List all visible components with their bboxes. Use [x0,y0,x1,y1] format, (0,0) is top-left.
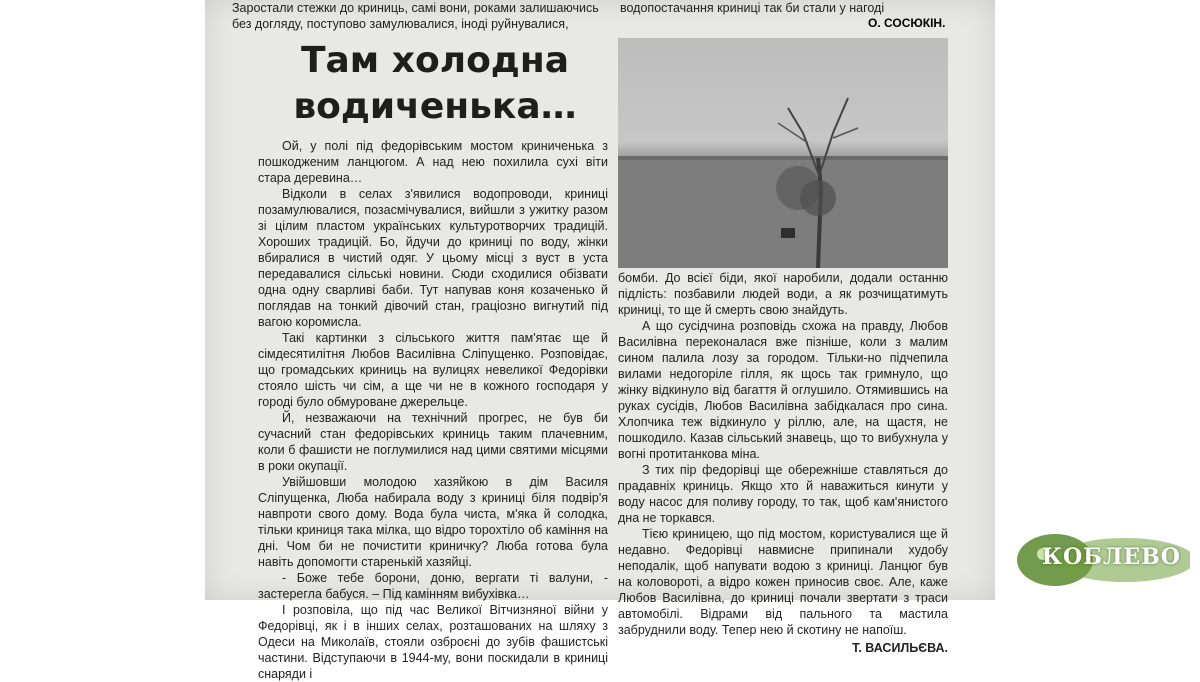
left-paragraph-7: І розповіла, що під час Великої Вітчизняної війни у Федорівці, як і в інших селах, розташованих на шляху з Одеси на Миколаїв, стояли озброєні до зубів фашистські частини. Відступаючи в 1944-му, вони поскидали в криниці снаряди і [258,603,608,681]
logo-text: КОБЛЕВО [1042,544,1181,570]
right-paragraph-2: А що сусідчина розповідь схожа на правду, Любов Василівна переконалася вже пізніше, коли з малим сином палила лозу за городом. Тільки-но підчепила вилами недогоріле гілля, як щось так гримнуло, що жінку відкинуло від багаття й оглушило. Отямившись на руках сусідів, Любов Василівна забідкалася про сина. Хлопчика теж відкинуло у ріллю, але, на щастя, не пошкодило. Казав сільський знавець, що то вибухнула у вогні протитанкова міна. [618,319,948,461]
top-left-snippet: Заростали стежки до криниць, самі вони, роками залишаючись без догляду, поступово замулювалися, іноді руйнувалися, [232,1,599,31]
field-tree-photo [618,38,948,268]
left-column [258,138,608,682]
left-paragraph-2: Відколи в селах з'явилися водопроводи, криниці позамулювалися, позасмічувалися, вийшли з ужитку разом зі цілим пластом українських культуротворчих традицій. Хороших традицій. Бо, йдучи до криниці по воду, жінки вбиралися в чистий одяг. У цьому місці з вуст в уста передавалися сільські новини. Сюди сходилися обізвати одна одну сварливі баби. Тут напував коня козаченько й поглядав на тонкий дівочий стан, граціозно вигнутий під вагою коромисла. [258,187,608,329]
right-author: Т. ВАСИЛЬЄВА. [852,641,948,655]
right-column [618,270,948,656]
right-paragraph-3: З тих пір федорівці ще обережніше ставляться до прадавніх криниць. Якщо хто й наважиться кинути у воду насос для поливу городу, то так, щоб кам'янистого дна не торкався. [618,463,948,525]
right-paragraph-4: Тією криницею, що під мостом, користувалися ще й недавно. Федорівці навмисне припинали худобу неподалік, щоб напувати водою з криниці. Ланцюг був на коловороті, а відро кожен приносив своє. Але, каже Любов Василівна, до криниці почали звертати з траси автомобілі. Відрами від пального та мастила забруднили воду. Тепер нею й скотину не напоїш. [618,527,948,637]
left-paragraph-3: Такі картинки з сільського життя пам'ятає ще й сімдесятилітня Любов Василівна Сліпущенко. Розповідає, що громадських криниць на вулицях невеликої Федорівки стояло шість чи сім, а ще чи не в кожного господаря у городі було обмуроване джерельце. [258,331,608,409]
headline: Там холодна водиченька… [293,40,577,127]
left-paragraph-4: Й, незважаючи на технічний прогрес, не був би сучасний стан федорівських криниць таким плачевним, коли б фашисти не поглумилися над цими святими місцями в роки окупації. [258,411,608,473]
right-paragraph-1: бомби. До всієї біди, якої наробили, додали останню підлість: позбавили людей води, а як розчищатимуть криниці, то ще й смерть свою знайдуть. [618,271,948,317]
top-author: О. СОСЮКІН. [868,16,946,30]
left-paragraph-5: Увійшовши молодою хазяйкою в дім Василя Сліпущенка, Люба набирала воду з криниці біля подвір'я навпроти свого дому. Вода була чиста, м'яка й солодка, тільки криниця така мілка, що відро торохтіло об каміння на дні. Чом би не почистити криничку? Люба готова була навіть допомогти старенькій хазяйці. [258,475,608,569]
top-right-snippet: водопостачання криниці так би стали у нагоді [620,1,885,15]
left-paragraph-1: Ой, у полі під федорівським мостом криниченька з пошкодженим ланцюгом. А над нею похилила сухі віти стара деревина… [258,139,608,185]
left-paragraph-6: - Боже тебе борони, доню, вергати ті валуни, - застерегла бабуся. – Під камінням вибухівка… [258,571,608,601]
tree-illustration [618,38,948,268]
